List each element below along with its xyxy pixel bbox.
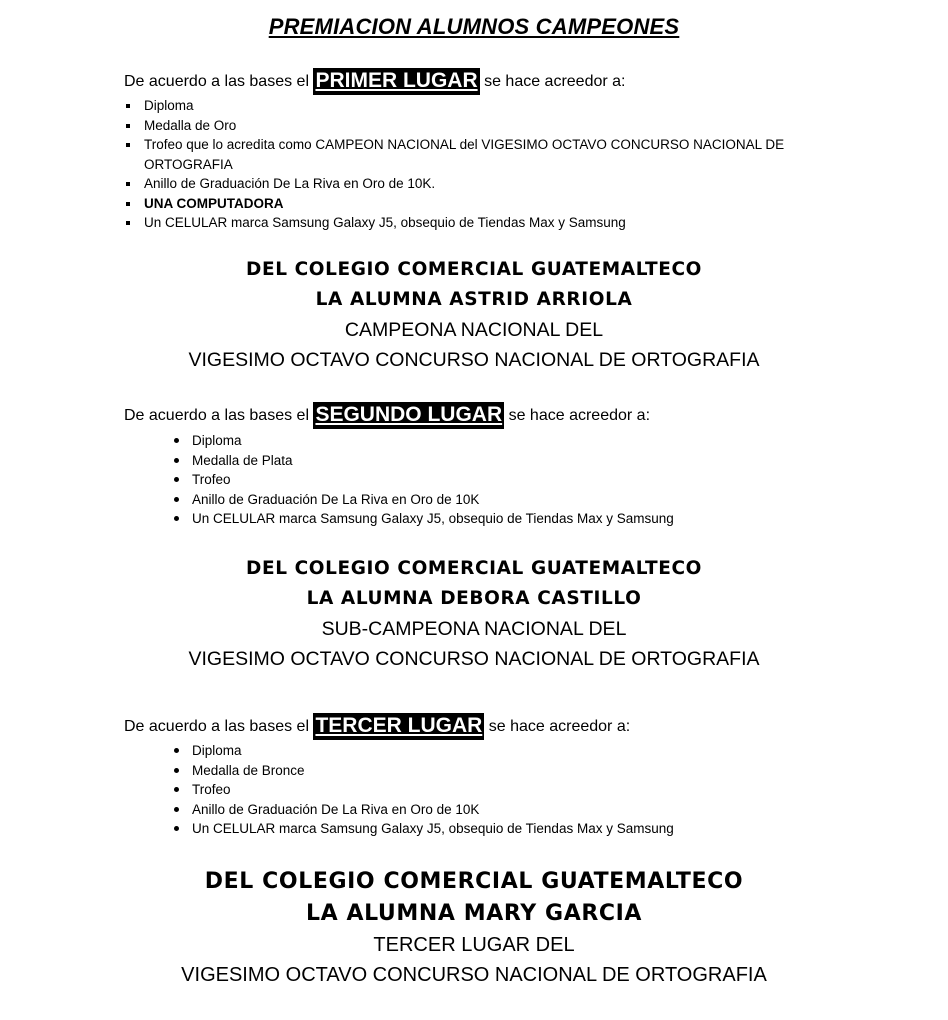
- winner-contest: VIGESIMO OCTAVO CONCURSO NACIONAL DE ORTOGRAFIA: [181, 964, 767, 986]
- intro-text-before: De acuerdo a las bases el: [124, 718, 314, 735]
- second-place-winner: [0, 554, 948, 674]
- first-place-label: PRIMER LUGAR: [313, 68, 479, 95]
- winner-school: DEL COLEGIO COMERCIAL GUATEMALTECO: [246, 259, 702, 280]
- winner-student: LA ALUMNA ASTRID ARRIOLA: [315, 289, 633, 310]
- second-place-label: SEGUNDO LUGAR: [313, 402, 504, 429]
- list-item: Un CELULAR marca Samsung Galaxy J5, obsequio de Tiendas Max y Samsung: [124, 213, 824, 233]
- list-item: Anillo de Graduación De La Riva en Oro de 10K: [172, 490, 812, 510]
- list-item: Un CELULAR marca Samsung Galaxy J5, obsequio de Tiendas Max y Samsung: [172, 509, 812, 529]
- list-item: Un CELULAR marca Samsung Galaxy J5, obsequio de Tiendas Max y Samsung: [172, 819, 812, 839]
- intro-text-before: De acuerdo a las bases el: [124, 407, 314, 424]
- list-item: Diploma: [172, 741, 812, 761]
- third-place-intro: [124, 713, 630, 740]
- winner-contest: VIGESIMO OCTAVO CONCURSO NACIONAL DE ORTOGRAFIA: [188, 648, 760, 670]
- second-place-prize-list: [172, 431, 812, 529]
- winner-school: DEL COLEGIO COMERCIAL GUATEMALTECO: [204, 869, 744, 894]
- list-item: UNA COMPUTADORA: [124, 194, 824, 214]
- intro-text-after: se hace acreedor a:: [479, 73, 626, 90]
- list-item: Anillo de Graduación De La Riva en Oro de 10K.: [124, 174, 824, 194]
- first-place-prize-list: [124, 96, 824, 233]
- winner-school: DEL COLEGIO COMERCIAL GUATEMALTECO: [246, 558, 702, 579]
- list-item: Trofeo: [172, 780, 812, 800]
- winner-contest: VIGESIMO OCTAVO CONCURSO NACIONAL DE ORTOGRAFIA: [188, 349, 760, 371]
- list-item: Anillo de Graduación De La Riva en Oro de 10K: [172, 800, 812, 820]
- list-item: Trofeo: [172, 470, 812, 490]
- intro-text-after: se hace acreedor a:: [504, 407, 651, 424]
- first-place-intro: [124, 68, 626, 95]
- first-place-winner: [0, 255, 948, 375]
- winner-title: CAMPEONA NACIONAL DEL: [344, 319, 604, 341]
- list-item: Medalla de Plata: [172, 451, 812, 471]
- list-item: Diploma: [124, 96, 824, 116]
- winner-student: LA ALUMNA DEBORA CASTILLO: [306, 588, 642, 609]
- list-item: Trofeo que lo acredita como CAMPEON NACIONAL del VIGESIMO OCTAVO CONCURSO NACIONAL DE ORTOGRAFIA: [124, 135, 824, 174]
- winner-title: SUB-CAMPEONA NACIONAL DEL: [321, 618, 627, 640]
- second-place-intro: [124, 402, 650, 429]
- intro-text-before: De acuerdo a las bases el: [124, 73, 314, 90]
- third-place-label: TERCER LUGAR: [313, 713, 484, 740]
- winner-student: LA ALUMNA MARY GARCIA: [305, 901, 643, 926]
- list-item: Diploma: [172, 431, 812, 451]
- list-item: Medalla de Oro: [124, 116, 824, 136]
- list-item: Medalla de Bronce: [172, 761, 812, 781]
- third-place-winner: [0, 866, 948, 990]
- intro-text-after: se hace acreedor a:: [484, 718, 631, 735]
- third-place-prize-list: [172, 741, 812, 839]
- winner-title: TERCER LUGAR DEL: [373, 934, 575, 956]
- page-title: PREMIACION ALUMNOS CAMPEONES: [268, 14, 680, 39]
